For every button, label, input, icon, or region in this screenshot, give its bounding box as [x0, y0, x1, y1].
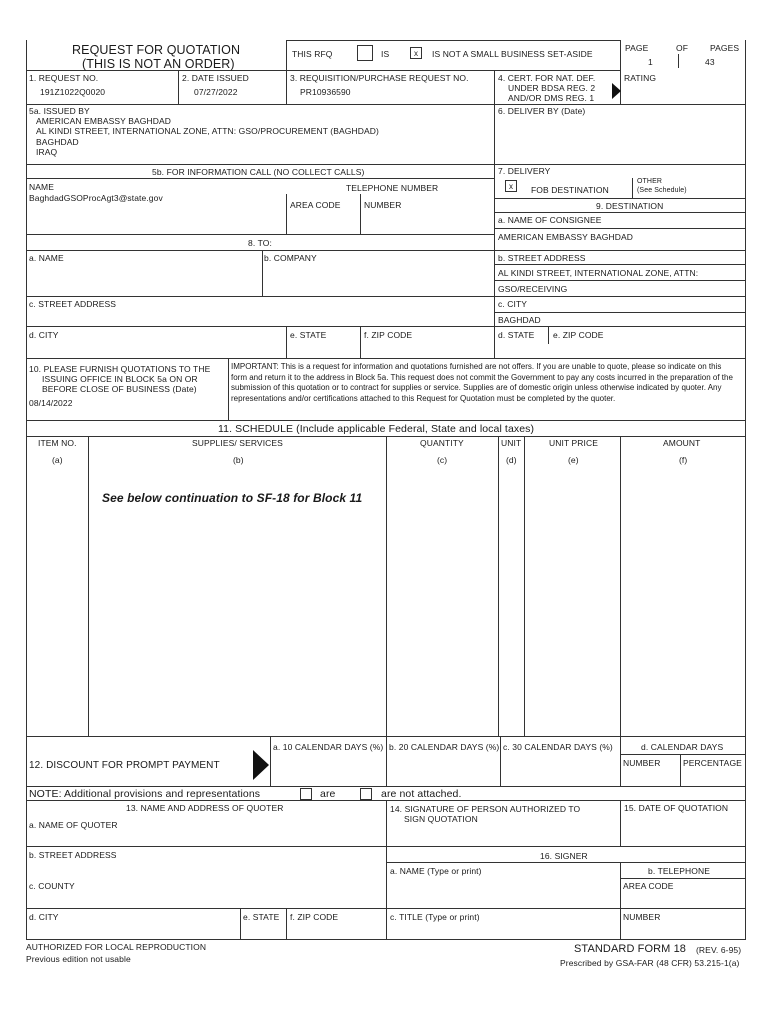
contact-name-value[interactable]: BaghdadGSOProcAgt3@state.gov: [29, 193, 163, 203]
dest-street-label: b. STREET ADDRESS: [498, 253, 586, 263]
dest-zip-label: e. ZIP CODE: [553, 330, 604, 340]
rule: [26, 420, 746, 421]
consignee-value[interactable]: AMERICAN EMBASSY BAGHDAD: [498, 232, 633, 242]
signature-label-2: SIGN QUOTATION: [404, 814, 478, 824]
are-not-label: are not attached.: [381, 788, 462, 800]
signer-title-label: c. TITLE (Type or print): [390, 912, 480, 922]
previous-edition: Previous edition not usable: [26, 954, 131, 964]
rule: [178, 70, 179, 104]
issued-by-label: 5a. ISSUED BY: [29, 106, 90, 116]
are-label: are: [320, 788, 336, 800]
note-text: NOTE: Additional provisions and representations: [29, 788, 261, 800]
fob-destination-label: FOB DESTINATION: [531, 185, 609, 195]
rating-label: RATING: [624, 73, 657, 83]
rfq-is-not-checkbox[interactable]: x: [410, 47, 422, 59]
discount-label: 12. DISCOUNT FOR PROMPT PAYMENT: [29, 760, 220, 771]
rule: [494, 104, 746, 105]
col-amount-sub: (f): [679, 455, 688, 465]
issued-by-line4: IRAQ: [36, 147, 58, 157]
rfq-is-checkbox[interactable]: [357, 45, 373, 61]
rule: [632, 178, 633, 198]
rule: [500, 736, 501, 786]
area-code-label: AREA CODE: [290, 200, 341, 210]
rule: [620, 736, 621, 786]
discount-calendar-days: d. CALENDAR DAYS: [641, 742, 724, 752]
quoter-address-label: 13. NAME AND ADDRESS OF QUOTER: [126, 803, 284, 813]
rule: [286, 40, 287, 104]
rule: [26, 250, 746, 251]
of-label: OF: [676, 43, 689, 53]
rule: [26, 104, 494, 105]
rule: [494, 228, 746, 229]
rule: [360, 194, 361, 234]
rule: [494, 212, 746, 213]
rule: [680, 754, 681, 786]
discount-20-days: b. 20 CALENDAR DAYS (%): [389, 742, 500, 752]
col-unit-sub: (d): [506, 455, 517, 465]
rule: [286, 908, 287, 940]
quoter-street-label: b. STREET ADDRESS: [29, 850, 117, 860]
fob-destination-checkbox[interactable]: x: [505, 180, 517, 192]
col-unit-price: UNIT PRICE: [549, 438, 599, 448]
rule: [678, 54, 679, 68]
discount-percentage: PERCENTAGE: [683, 758, 742, 768]
rule: [548, 326, 549, 344]
rule: [386, 436, 387, 736]
rule: [26, 234, 494, 235]
cert-arrow-icon: [612, 83, 621, 99]
schedule-title: 11. SCHEDULE (Include applicable Federal, State and local taxes): [218, 423, 535, 435]
rule: [494, 198, 746, 199]
rule: [620, 436, 621, 736]
rule: [620, 800, 621, 846]
discount-10-days: a. 10 CALENDAR DAYS (%): [273, 742, 384, 752]
rule: [286, 194, 287, 234]
dest-city-label: c. CITY: [498, 299, 528, 309]
to-company-label: b. COMPANY: [264, 253, 317, 263]
info-call-label: 5b. FOR INFORMATION CALL (NO COLLECT CALLS): [152, 167, 365, 177]
rule: [386, 736, 387, 786]
set-aside-label: IS NOT A SMALL BUSINESS SET-ASIDE: [432, 49, 593, 59]
standard-form-label: STANDARD FORM 18: [574, 943, 687, 955]
to-street-label: c. STREET ADDRESS: [29, 299, 117, 309]
issued-by-line1: AMERICAN EMBASSY BAGHDAD: [36, 116, 171, 126]
form-title: REQUEST FOR QUOTATION: [72, 43, 241, 57]
furnish-line1: 10. PLEASE FURNISH QUOTATIONS TO THE: [29, 364, 211, 374]
rule: [498, 436, 499, 736]
quoter-zip-label: f. ZIP CODE: [290, 912, 339, 922]
rule: [386, 862, 746, 863]
rule: [620, 754, 746, 755]
rule: [228, 358, 229, 420]
rule: [26, 358, 746, 359]
dest-street-value2[interactable]: GSO/RECEIVING: [498, 284, 568, 294]
rule: [494, 280, 746, 281]
deliver-by-label: 6. DELIVER BY (Date): [498, 106, 586, 116]
signer-telephone-label: b. TELEPHONE: [648, 866, 710, 876]
col-supplies: SUPPLIES/ SERVICES: [192, 438, 283, 448]
quoter-county-label: c. COUNTY: [29, 881, 75, 891]
rule: [26, 786, 746, 787]
rule: [494, 312, 746, 313]
col-quantity-sub: (c): [437, 455, 448, 465]
are-checkbox[interactable]: [300, 788, 312, 800]
important-notice: IMPORTANT: This is a request for information and quotations furnished are not offers. If you are unable to quote, please so indicate on this form and return it to the address in Block 5a. This request does not commit the Government to pay any costs incurred in the preparation of the submission of this quotation or to contract for supplies or service. Supplies are of domestic origin unless otherwise indicated by quoter. Any representations and/or certifications attached to this Request for Quotation must be completed by the quoter.: [231, 362, 733, 403]
cert-label-2: UNDER BDSA REG. 2: [508, 83, 596, 93]
revision-label: (REV. 6-95): [696, 945, 742, 955]
col-amount: AMOUNT: [663, 438, 701, 448]
col-item-no-sub: (a): [52, 455, 63, 465]
col-item-no: ITEM NO.: [38, 438, 77, 448]
col-supplies-sub: (b): [233, 455, 244, 465]
col-quantity: QUANTITY: [420, 438, 464, 448]
furnish-line3: BEFORE CLOSE OF BUSINESS (Date): [42, 384, 197, 394]
to-zip-label: f. ZIP CODE: [364, 330, 413, 340]
rule: [360, 326, 361, 358]
dest-state-label: d. STATE: [498, 330, 535, 340]
to-state-label: e. STATE: [290, 330, 327, 340]
signature-label-1: 14. SIGNATURE OF PERSON AUTHORIZED TO: [390, 804, 581, 814]
authorized-reproduction: AUTHORIZED FOR LOCAL REPRODUCTION: [26, 942, 207, 952]
dest-city-value[interactable]: BAGHDAD: [498, 315, 541, 325]
rule: [620, 878, 746, 879]
form-subtitle: (THIS IS NOT AN ORDER): [82, 57, 235, 71]
quoter-state-label: e. STATE: [243, 912, 280, 922]
rule: [524, 436, 525, 736]
rule: [494, 70, 495, 358]
col-unit: UNIT: [501, 438, 522, 448]
col-unit-price-sub: (e): [568, 455, 579, 465]
pages-label: PAGES: [710, 43, 740, 53]
rule: [286, 326, 287, 358]
rule: [270, 736, 271, 786]
telephone-label: TELEPHONE NUMBER: [346, 183, 439, 193]
signer-label: 16. SIGNER: [540, 851, 588, 861]
schedule-continuation-note: See below continuation to SF-18 for Block 11: [102, 491, 363, 505]
rule: [240, 908, 241, 940]
rule: [26, 436, 746, 437]
issued-by-line3: BAGHDAD: [36, 137, 79, 147]
pages-value[interactable]: 43: [705, 57, 715, 67]
request-no-label: 1. REQUEST NO.: [29, 73, 99, 83]
are-not-checkbox[interactable]: [360, 788, 372, 800]
quoter-name-label: a. NAME OF QUOTER: [29, 820, 118, 830]
rule: [26, 178, 494, 179]
signer-name-label: a. NAME (Type or print): [390, 866, 482, 876]
rule: [262, 250, 263, 296]
quoter-city-label: d. CITY: [29, 912, 59, 922]
is-label: IS: [381, 49, 390, 59]
rule: [26, 296, 746, 297]
rule: [620, 862, 621, 940]
page-value[interactable]: 1: [648, 57, 653, 67]
rule: [494, 264, 746, 265]
rule: [26, 326, 746, 327]
rule: [88, 436, 89, 736]
signer-area-code-label: AREA CODE: [623, 881, 674, 891]
requisition-label: 3. REQUISITION/PURCHASE REQUEST NO.: [290, 73, 469, 83]
discount-arrow-icon: [253, 750, 269, 780]
number-label: NUMBER: [364, 200, 402, 210]
other-sub-label: (See Schedule): [637, 187, 687, 194]
rule: [286, 40, 620, 41]
issued-by-line2: AL KINDI STREET, INTERNATIONAL ZONE, ATTN: GSO/PROCUREMENT (BAGHDAD): [36, 126, 379, 136]
discount-30-days: c. 30 CALENDAR DAYS (%): [503, 742, 613, 752]
date-issued-label: 2. DATE ISSUED: [182, 73, 249, 83]
page-label: PAGE: [625, 43, 649, 53]
consignee-label: a. NAME OF CONSIGNEE: [498, 215, 602, 225]
quote-due-date[interactable]: 08/14/2022: [29, 398, 73, 408]
prescribed-by: Prescribed by GSA-FAR (48 CFR) 53.215-1(a): [560, 958, 740, 968]
signer-number-label: NUMBER: [623, 912, 661, 922]
rule: [386, 800, 387, 940]
rule: [26, 164, 746, 165]
to-label: 8. TO:: [248, 238, 272, 248]
delivery-label: 7. DELIVERY: [498, 166, 551, 176]
to-city-label: d. CITY: [29, 330, 59, 340]
to-name-label: a. NAME: [29, 253, 64, 263]
dest-street-value1[interactable]: AL KINDI STREET, INTERNATIONAL ZONE, ATTN:: [498, 268, 699, 278]
request-no-value[interactable]: 191Z1022Q0020: [40, 87, 106, 97]
date-of-quotation-label: 15. DATE OF QUOTATION: [624, 803, 729, 813]
this-rfq-label: THIS RFQ: [292, 49, 333, 59]
furnish-line2: ISSUING OFFICE IN BLOCK 5a ON OR: [42, 374, 198, 384]
destination-label: 9. DESTINATION: [596, 201, 664, 211]
other-label: OTHER: [637, 178, 662, 185]
requisition-value[interactable]: PR10936590: [300, 87, 351, 97]
cert-label-3: AND/OR DMS REG. 1: [508, 93, 595, 103]
date-issued-value[interactable]: 07/27/2022: [194, 87, 238, 97]
cert-label-1: 4. CERT. FOR NAT. DEF.: [498, 73, 596, 83]
contact-name-label: NAME: [29, 182, 54, 192]
discount-number: NUMBER: [623, 758, 661, 768]
